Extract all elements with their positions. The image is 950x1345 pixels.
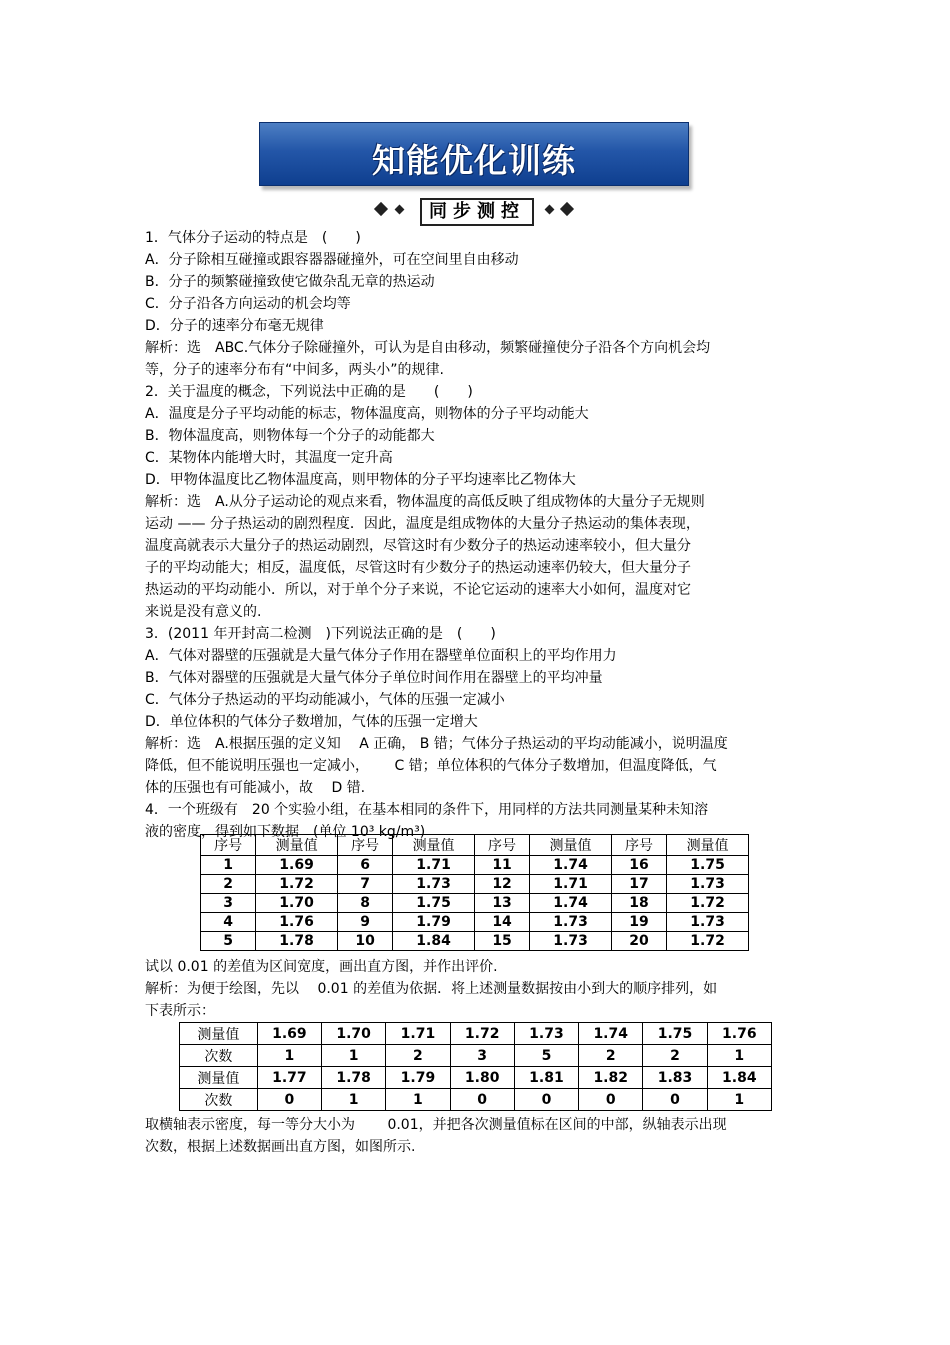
table-cell: 1.74 [530,856,612,875]
text-line: A．温度是分子平均动能的标志，物体温度高，则物体的分子平均动能大 [145,406,589,422]
table-cell: 1.73 [514,1023,578,1045]
table-cell: 3 [450,1045,514,1067]
table-cell: 1.78 [256,932,338,951]
text-line: 次数，根据上述数据画出直方图，如图所示. [145,1139,416,1155]
table-cell: 1.73 [393,875,475,894]
table-cell: 10 [337,932,392,951]
page-title: 知能优化训练 [372,141,576,180]
text-line: 解析：选 ABC.气体分子除碰撞外，可认为是自由移动，频繁碰撞使分子沿各个方向机会均 [145,340,711,356]
table-cell: 1.70 [256,894,338,913]
table-cell: 12 [474,875,529,894]
table-cell: 2 [201,875,256,894]
table-cell: 9 [337,913,392,932]
diamond-icon [395,205,405,215]
frequency-table [179,1022,772,1111]
table-cell: 2 [579,1045,643,1067]
table-cell: 1 [386,1089,450,1111]
table-header-cell: 测量值 [256,835,338,856]
table-header-cell: 测量值 [667,835,749,856]
text-line: 3．(2011 年开封高二检测 )下列说法正确的是 ( ) [145,626,496,642]
text-line: 下表所示： [145,1003,215,1019]
text-line: D．甲物体温度比乙物体温度高，则甲物体的分子平均速率比乙物体大 [145,472,576,488]
table-cell: 1.70 [322,1023,386,1045]
text-line: 解析：选 A.根据压强的定义知 A 正确， B 错；气体分子热运动的平均动能减小，说明温度 [145,736,728,752]
table-cell: 1.80 [450,1067,514,1089]
text-line: 试以 0.01 的差值为区间宽度，画出直方图，并作出评价. [145,959,498,975]
table-cell: 1.75 [393,894,475,913]
table-row [180,1089,772,1111]
table-cell: 1.76 [707,1023,771,1045]
text-line: 解析：为便于绘图，先以 0.01 的差值为依据．将上述测量数据按由小到大的顺序排列，如 [145,981,718,997]
table-row [201,932,749,951]
table-header-cell: 序号 [474,835,529,856]
table-cell: 13 [474,894,529,913]
table-cell: 1.69 [257,1023,321,1045]
text-line: 等，分子的速率分布有“中间多，两头小”的规律. [145,362,444,378]
table-header-cell: 测量值 [393,835,475,856]
table-cell: 6 [337,856,392,875]
table-cell: 2 [386,1045,450,1067]
text-line: A．气体对器壁的压强就是大量气体分子作用在器壁单位面积上的平均作用力 [145,648,617,664]
table-cell: 1.78 [322,1067,386,1089]
text-line: 2．关于温度的概念，下列说法中正确的是 ( ) [145,384,473,400]
diamond-icon [560,202,574,216]
text-line: D．单位体积的气体分子数增加，气体的压强一定增大 [145,714,478,730]
diamond-icon [374,202,388,216]
table-row [201,856,749,875]
table-cell: 7 [337,875,392,894]
table-cell: 8 [337,894,392,913]
table-cell: 1.71 [393,856,475,875]
table-cell: 1.74 [579,1023,643,1045]
questions-text [145,227,785,843]
title-banner [259,122,689,186]
table-cell: 1.79 [386,1067,450,1089]
text-line: 来说是没有意义的. [145,604,262,620]
text-line: D．分子的速率分布毫无规律 [145,318,324,334]
text-line: C．气体分子热运动的平均动能减小，气体的压强一定减小 [145,692,505,708]
text-line: C．某物体内能增大时，其温度一定升高 [145,450,393,466]
table-cell: 1.76 [256,913,338,932]
table-cell: 5 [514,1045,578,1067]
table-cell: 1 [707,1089,771,1111]
table-cell: 0 [579,1089,643,1111]
text-line: 体的压强也有可能减小，故 D 错. [145,780,366,796]
table-cell: 1.72 [256,875,338,894]
table-cell: 16 [611,856,666,875]
table-cell: 1.75 [643,1023,707,1045]
diamond-icon [545,205,555,215]
text-line: 运动 —— 分子热运动的剧烈程度．因此，温度是组成物体的大量分子热运动的集体表现， [145,516,700,532]
table-cell: 1.73 [530,913,612,932]
table-cell: 1.82 [579,1067,643,1089]
text-line: 温度高就表示大量分子的热运动剧烈，尽管这时有少数分子的热运动速率较小，但大量分 [145,538,691,554]
table-header-cell: 序号 [337,835,392,856]
table-cell: 1 [707,1045,771,1067]
text-line: 取横轴表示密度，每一等分大小为 0.01，并把各次测量值标在区间的中部，纵轴表示出现 [145,1117,727,1133]
text-line: 解析：选 A.从分子运动论的观点来看，物体温度的高低反映了组成物体的大量分子无规则 [145,494,705,510]
table-cell: 1 [201,856,256,875]
table-row [180,1067,772,1089]
text-line: 液的密度，得到如下数据 (单位 10³ kg/m³) [145,824,426,840]
table-cell: 1.71 [386,1023,450,1045]
table-row [180,1045,772,1067]
table-cell: 20 [611,932,666,951]
table-cell: 11 [474,856,529,875]
table-cell: 1 [322,1089,386,1111]
row-label-cell: 测量值 [180,1023,258,1045]
table-cell: 0 [450,1089,514,1111]
table-header-cell: 序号 [201,835,256,856]
text-line: A．分子除相互碰撞或跟容器器碰撞外，可在空间里自由移动 [145,252,519,268]
table-cell: 18 [611,894,666,913]
table-cell: 17 [611,875,666,894]
table-cell: 1.72 [450,1023,514,1045]
table-cell: 3 [201,894,256,913]
table-cell: 0 [514,1089,578,1111]
table-cell: 15 [474,932,529,951]
table-cell: 1.71 [530,875,612,894]
measurement-table [200,834,749,951]
table-cell: 1.79 [393,913,475,932]
table-header-cell: 测量值 [530,835,612,856]
text-line: B．分子的频繁碰撞致使它做杂乱无章的热运动 [145,274,435,290]
section-title: 同步测控 [420,198,534,226]
table-cell: 1.75 [667,856,749,875]
table-cell: 1.84 [707,1067,771,1089]
table-cell: 1.73 [530,932,612,951]
table-cell: 1.74 [530,894,612,913]
table-cell: 1.84 [393,932,475,951]
table-header-cell: 序号 [611,835,666,856]
text-line: 4．一个班级有 20 个实验小组，在基本相同的条件下，用同样的方法共同测量某种未知溶 [145,802,709,818]
table-cell: 1.69 [256,856,338,875]
row-label-cell: 测量值 [180,1067,258,1089]
text-line: B．气体对器壁的压强就是大量气体分子单位时间作用在器壁上的平均冲量 [145,670,603,686]
table-cell: 1.77 [257,1067,321,1089]
text-line: 子的平均动能大；相反，温度低，尽管这时有少数分子的热运动速率仍较大，但大量分子 [145,560,691,576]
section-header [372,198,578,224]
table-cell: 1.81 [514,1067,578,1089]
table-row [201,913,749,932]
table-cell: 5 [201,932,256,951]
table-cell: 2 [643,1045,707,1067]
table-cell: 19 [611,913,666,932]
conclusion-text [145,1114,785,1158]
table-header-row [201,835,749,856]
table-cell: 0 [257,1089,321,1111]
table-cell: 1 [322,1045,386,1067]
table-cell: 1.72 [667,932,749,951]
table-cell: 1.72 [667,894,749,913]
row-label-cell: 次数 [180,1045,258,1067]
row-label-cell: 次数 [180,1089,258,1111]
table-cell: 1.73 [667,875,749,894]
table-row [180,1023,772,1045]
table-cell: 1.73 [667,913,749,932]
text-line: 降低，但不能说明压强也一定减小， C 错；单位体积的气体分子数增加，但温度降低，气 [145,758,717,774]
text-line: B．物体温度高，则物体每一个分子的动能都大 [145,428,435,444]
table-row [201,894,749,913]
table-cell: 1 [257,1045,321,1067]
table-cell: 0 [643,1089,707,1111]
analysis-text [145,956,785,1022]
text-line: C．分子沿各方向运动的机会均等 [145,296,351,312]
table-cell: 1.83 [643,1067,707,1089]
table-row [201,875,749,894]
table-cell: 14 [474,913,529,932]
text-line: 1．气体分子运动的特点是 ( ) [145,230,361,246]
text-line: 热运动的平均动能小．所以，对于单个分子来说，不论它运动的速率大小如何，温度对它 [145,582,691,598]
table-cell: 4 [201,913,256,932]
